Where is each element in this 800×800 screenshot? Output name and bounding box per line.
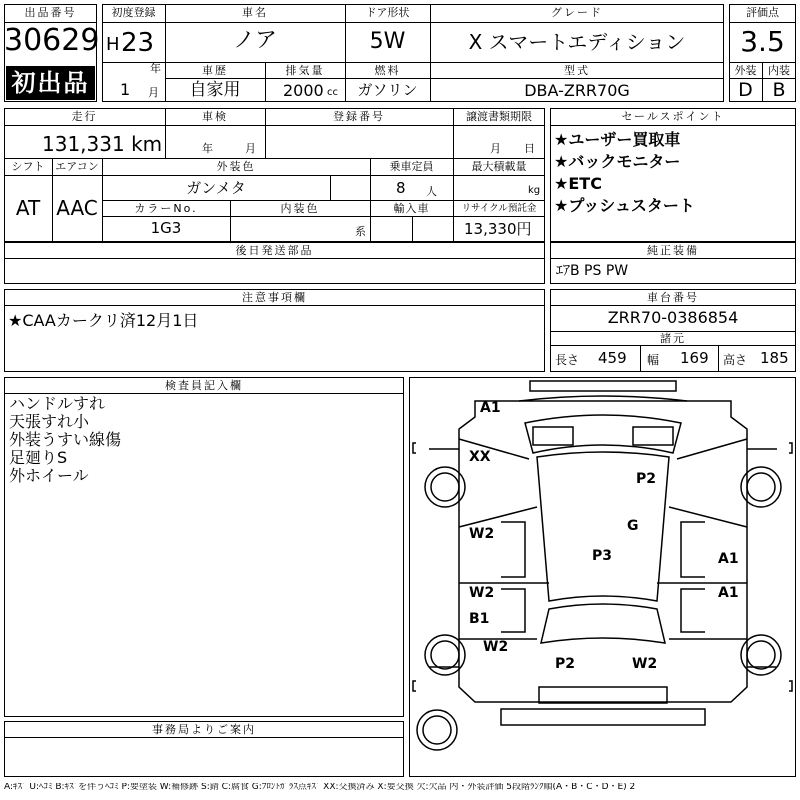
car-diagram xyxy=(409,377,796,777)
interior-color-unit: 系 xyxy=(355,225,366,238)
ac: AAC xyxy=(56,196,98,220)
grade: X スマートエディション xyxy=(468,30,686,54)
load-label: 最大積載量 xyxy=(471,160,527,173)
model-code: DBA-ZRR70G xyxy=(524,81,630,100)
sales-point-item: ★ETC xyxy=(554,174,602,193)
lot-number: 30629 xyxy=(4,23,100,58)
interior-color-label: 内装色 xyxy=(280,202,320,215)
color: ガンメタ xyxy=(186,179,246,197)
damage-mark: W2 xyxy=(483,639,509,655)
damage-mark: B1 xyxy=(469,611,490,627)
inspector-note: 足廻りS xyxy=(9,448,68,467)
color-label: 外装色 xyxy=(216,160,256,173)
model-label: 型式 xyxy=(564,64,590,77)
color-no: 1G3 xyxy=(150,219,182,237)
dims-label: 諸元 xyxy=(660,332,686,345)
shift: AT xyxy=(15,196,41,220)
inspector-notes-label: 検査員記入欄 xyxy=(165,379,243,392)
damage-mark: G xyxy=(627,518,639,534)
length-label: 長さ xyxy=(555,353,580,367)
exterior-score: D xyxy=(738,79,753,101)
first-reg-label: 初度登録 xyxy=(111,6,156,19)
first-reg-month: 1 xyxy=(120,80,131,99)
first-listing-badge: 初出品 xyxy=(6,66,95,100)
damage-mark: W2 xyxy=(469,526,495,542)
damage-mark: W2 xyxy=(469,585,495,601)
month-unit: 月 xyxy=(148,86,159,99)
capacity-unit: 人 xyxy=(426,185,437,198)
recycle-label: リサイクル預託金 xyxy=(461,203,537,214)
shift-label: シフト xyxy=(11,160,45,173)
exterior-label: 外装 xyxy=(734,64,757,77)
mileage: 131,331 km xyxy=(42,132,163,156)
mileage-label: 走行 xyxy=(71,110,98,123)
transfer-day-unit: 日 xyxy=(524,142,535,155)
inspector-note: 外装うすい線傷 xyxy=(9,430,122,449)
era: H xyxy=(106,34,120,55)
load-unit: kg xyxy=(528,185,541,196)
history: 自家用 xyxy=(189,80,241,100)
fuel: ガソリン xyxy=(357,81,418,99)
inspector-note: ハンドルすれ xyxy=(9,394,106,413)
score-label: 評価点 xyxy=(746,6,779,19)
caution-text: ★CAAカークリ済12月1日 xyxy=(8,311,199,330)
inspector-note: 外ホイール xyxy=(9,466,89,485)
length: 459 xyxy=(598,349,627,367)
interior-score: B xyxy=(772,79,786,101)
year-unit: 年 xyxy=(150,62,161,75)
damage-mark: A1 xyxy=(718,551,739,567)
caution-label: 注意事項欄 xyxy=(242,291,307,304)
damage-mark: P2 xyxy=(555,656,576,672)
first-reg-year: 23 xyxy=(121,28,155,58)
import-label: 輸入車 xyxy=(393,202,430,215)
height: 185 xyxy=(760,349,789,367)
inspection-month-unit: 月 xyxy=(245,142,256,155)
capacity: 8 xyxy=(396,179,406,197)
color-no-label: カラーNo. xyxy=(134,202,198,215)
car-name: ノア xyxy=(232,28,277,53)
lot-number-label: 出品番号 xyxy=(24,6,77,19)
history-label: 車歴 xyxy=(202,64,228,77)
chassis-number: ZRR70-0386854 xyxy=(607,308,739,327)
score: 3.5 xyxy=(740,25,785,58)
width-label: 幅 xyxy=(647,353,660,367)
transfer-deadline-label: 譲渡書類期限 xyxy=(466,110,532,123)
transfer-month-unit: 月 xyxy=(490,142,501,155)
sales-points-label: セールスポイント xyxy=(621,110,725,123)
equipment: ｴｱB PS PW xyxy=(556,263,629,279)
later-parts-label: 後日発送部品 xyxy=(235,244,314,257)
inspector-note: 天張すれ小 xyxy=(9,412,90,431)
capacity-label: 乗車定員 xyxy=(389,160,434,173)
ac-label: エアコン xyxy=(55,160,99,173)
fuel-label: 燃料 xyxy=(374,64,401,77)
inspection-label: 車検 xyxy=(202,110,228,123)
damage-mark: XX xyxy=(469,449,491,465)
door-label: ドア形状 xyxy=(365,6,410,19)
recycle-fee: 13,330円 xyxy=(464,220,532,238)
door-type: 5W xyxy=(369,29,406,54)
reg-number-label: 登録番号 xyxy=(333,110,385,123)
sales-point-item: ★バックモニター xyxy=(554,152,681,171)
equipment-label: 純正装備 xyxy=(647,244,699,257)
damage-mark: A1 xyxy=(480,400,501,416)
sales-point-item: ★プッシュスタート xyxy=(554,196,695,215)
damage-mark: W2 xyxy=(632,656,658,672)
displacement: 2000 xyxy=(283,81,324,100)
displacement-unit: cc xyxy=(327,87,338,98)
sales-point-item: ★ユーザー買取車 xyxy=(554,130,681,149)
car-name-label: 車名 xyxy=(242,6,268,19)
damage-mark: P2 xyxy=(636,471,657,487)
damage-mark: P3 xyxy=(592,548,613,564)
inspection-year-unit: 年 xyxy=(202,142,213,155)
height-label: 高さ xyxy=(723,353,748,367)
damage-mark: A1 xyxy=(718,585,739,601)
interior-label: 内装 xyxy=(768,64,790,77)
displacement-label: 排気量 xyxy=(285,64,325,77)
grade-label: グレード xyxy=(551,6,603,19)
legend: A:ｷｽﾞ U:ﾍｺﾐ B:ｷｽﾞを伴うﾍｺﾐ P:要塗装 W:補修跡 S:錆 C:腐食 G:ﾌﾛﾝﾄｶﾞﾗｽ点ｷｽﾞ XX:交換済み X:要交換 欠:欠品 内・外装評価 5段階ﾗﾝｸ順(A・B・C・D・E) 2 xyxy=(4,783,636,792)
chassis-label: 車台番号 xyxy=(647,291,699,304)
width: 169 xyxy=(680,349,709,367)
office-label: 事務局よりご案内 xyxy=(152,723,256,736)
